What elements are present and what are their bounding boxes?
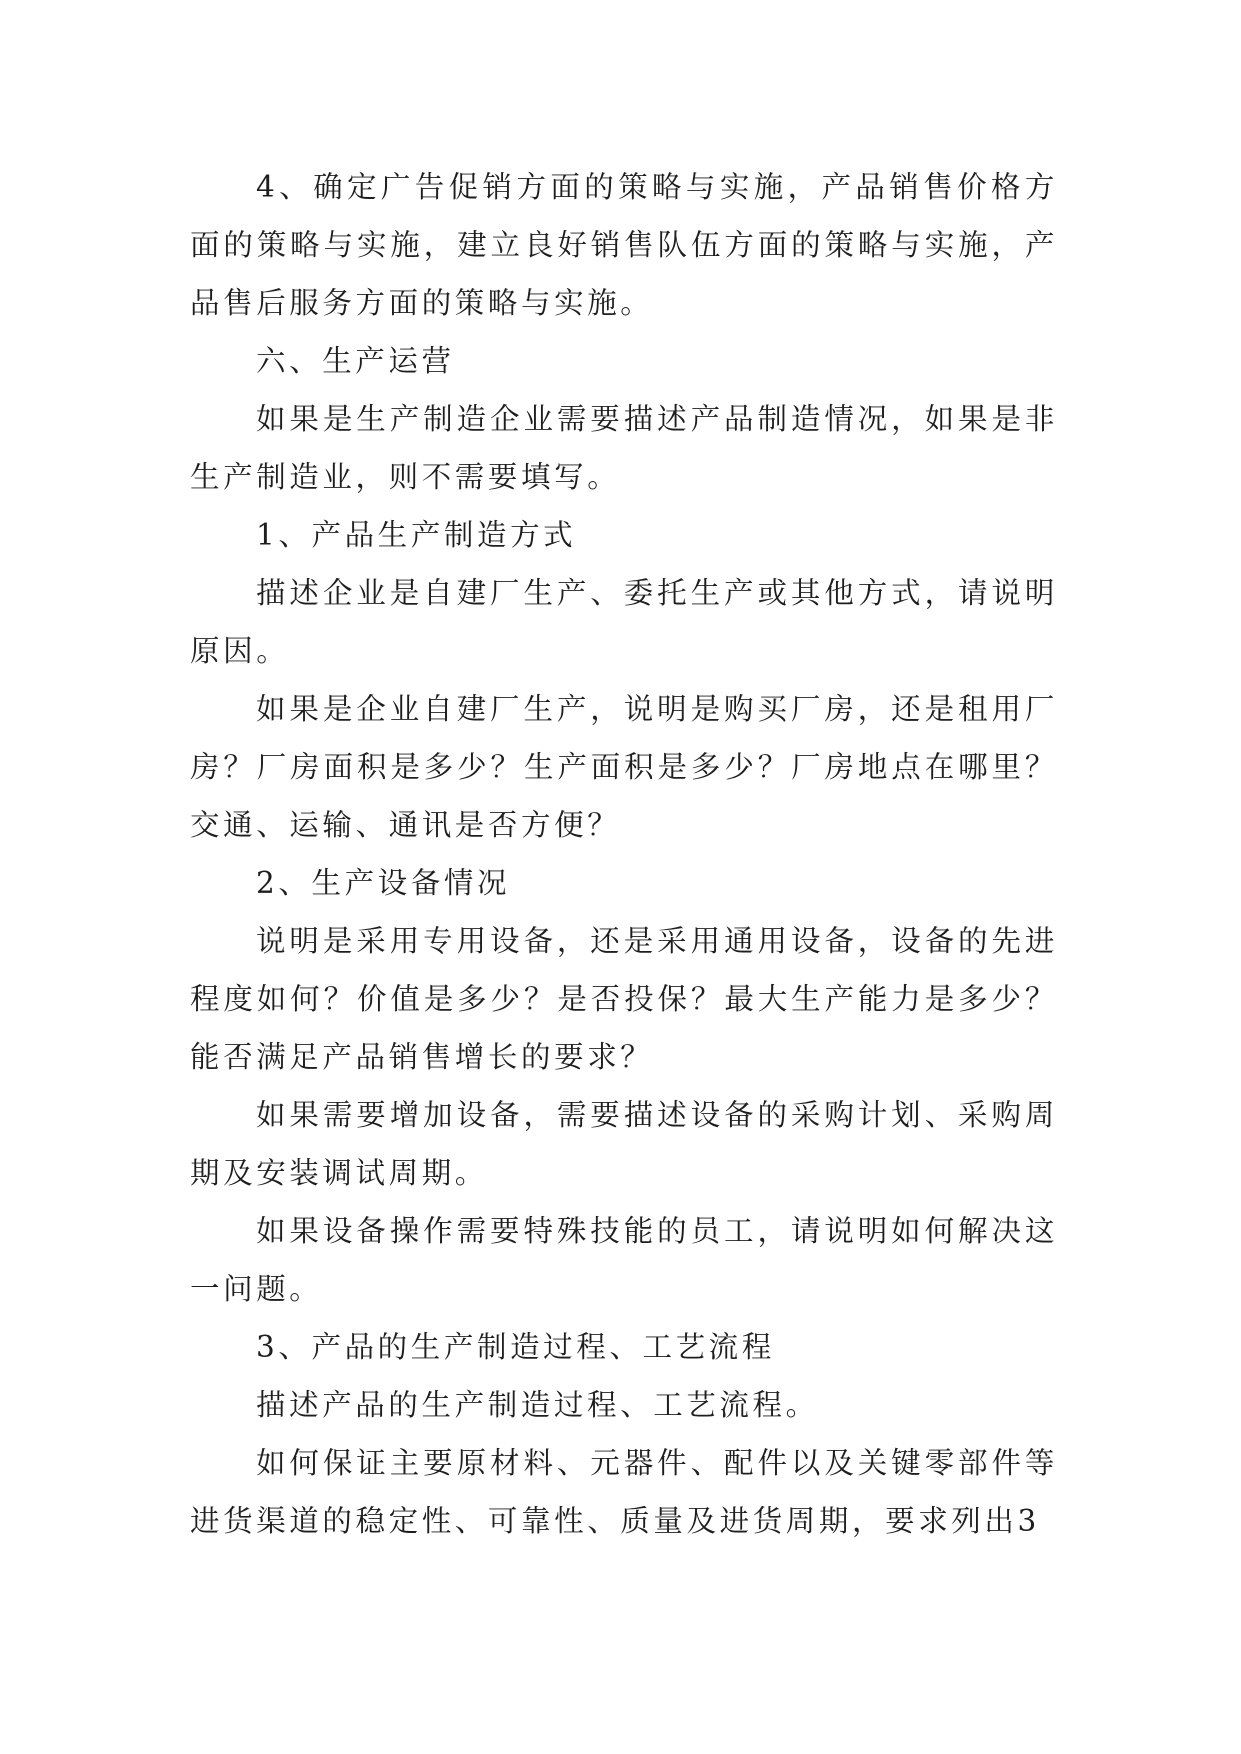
paragraph-equipment-details: 说明是采用专用设备，还是采用通用设备，设备的先进程度如何？价值是多少？是否投保？最大生产能力是多少？能否满足产品销售增长的要求？ [190,924,1058,1074]
subheading-manufacturing-method: 1、产品生产制造方式 [256,518,577,552]
paragraph-process-flow: 描述产品的生产制造过程、工艺流程。 [256,1388,819,1422]
paragraph-advertising-strategy: 4、确定广告促销方面的策略与实施，产品销售价格方面的策略与实施，建立良好销售队伍方面的策略与实施，产品售后服务方面的策略与实施。 [190,170,1058,320]
paragraph-special-skills: 如果设备操作需要特殊技能的员工，请说明如何解决这一问题。 [190,1214,1058,1306]
document-body [190,158,1058,1550]
paragraph-manufacturing-method: 描述企业是自建厂生产、委托生产或其他方式，请说明原因。 [190,576,1058,668]
paragraph-supply-chain: 如何保证主要原材料、元器件、配件以及关键零部件等进货渠道的稳定性、可靠性、质量及进货周期，要求列出3 [190,1446,1058,1538]
subheading-process-flow: 3、产品的生产制造过程、工艺流程 [256,1330,775,1364]
section-heading-production-operations: 六、生产运营 [256,344,455,378]
paragraph-factory-details: 如果是企业自建厂生产，说明是购买厂房，还是租用厂房？厂房面积是多少？生产面积是多少？厂房地点在哪里？交通、运输、通讯是否方便？ [190,692,1058,842]
subheading-equipment: 2、生产设备情况 [256,866,511,900]
paragraph-production-intro: 如果是生产制造企业需要描述产品制造情况，如果是非生产制造业，则不需要填写。 [190,402,1058,494]
paragraph-equipment-purchase: 如果需要增加设备，需要描述设备的采购计划、采购周期及安装调试周期。 [190,1098,1058,1190]
